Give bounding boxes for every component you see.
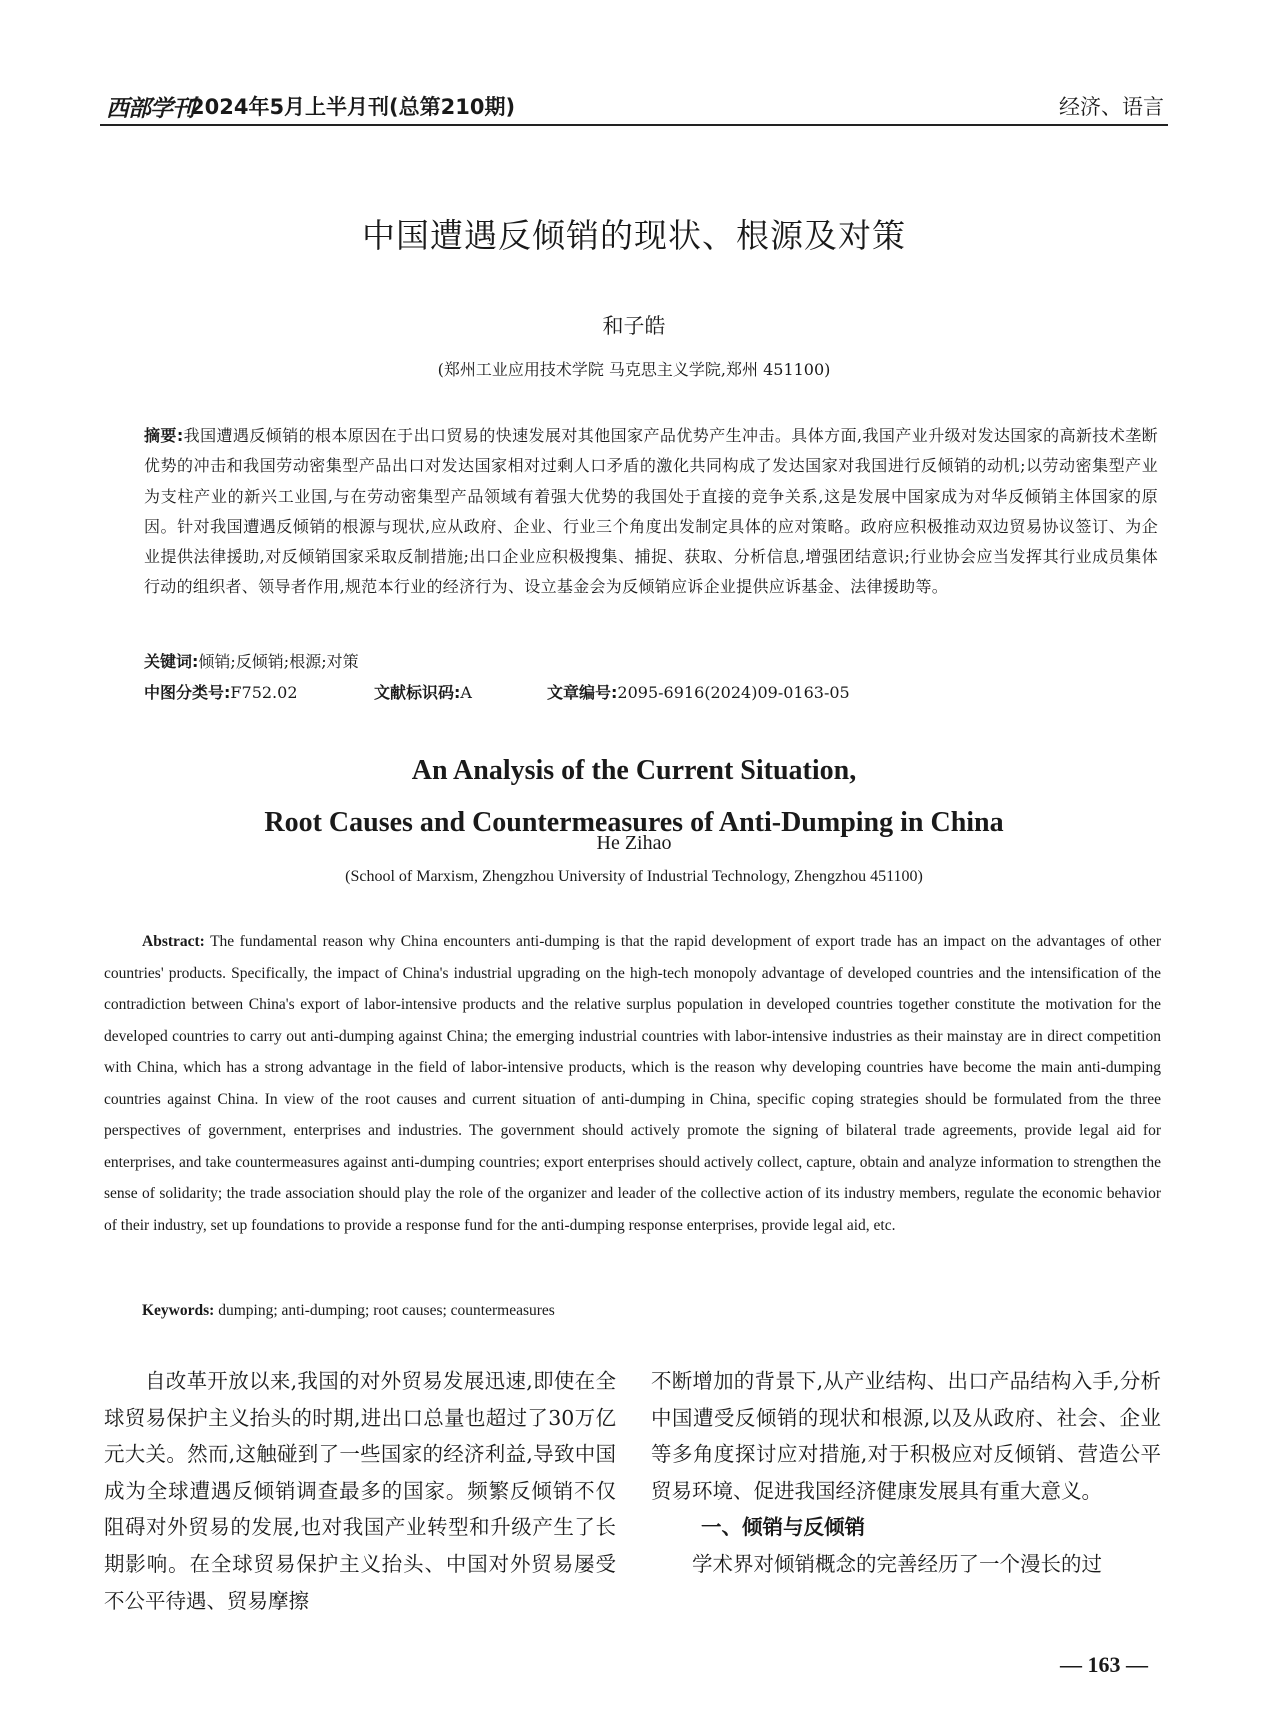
english-keywords — [142, 1302, 555, 1320]
english-title-line-2: Root Causes and Countermeasures of Anti-Dumping in China — [264, 807, 1004, 838]
english-title-line-1: An Analysis of the Current Situation, — [411, 755, 857, 786]
chinese-keywords — [144, 649, 359, 672]
english-affiliation: (School of Marxism, Zhengzhou University of Industrial Technology, Zhengzhou 451100) — [345, 868, 923, 885]
english-abstract-label: Abstract: — [142, 933, 205, 950]
document-code — [374, 680, 472, 703]
body-right-column — [651, 1363, 1161, 1583]
article-number — [547, 680, 850, 703]
article-number-label: 文章编号: — [547, 683, 618, 702]
english-abstract-text: The fundamental reason why China encounters anti-dumping is that the rapid development of export trade has an impact on the advantages of other countries' products. Specifically, the impact of China's industrial upgrading on the high-tech monopoly advantage of developed countries and the intensification of the contradiction between China's export of labor-intensive products and the relative surplus population in developed countries together constitute the motivation for the developed countries to carry out anti-dumping against China; the emerging industrial countries with labor-intensive industries as their mainstay are in direct competition with China, which has a strong advantage in the field of labor-intensive products, which is the reason why developing countries have become the main anti-dumping countries against China. In view of the root causes and current situation of anti-dumping in China, specific coping strategies should be formulated from the three perspectives of government, enterprises and industries. The government should actively promote the signing of bilateral trade agreements, provide legal aid for enterprises, and take countermeasures against anti-dumping countries; export enterprises should actively collect, capture, obtain and analyze information to strengthen the sense of solidarity; the trade association should play the role of the organizer and leader of the collective action of its industry members, regulate the economic behavior of their industry, set up foundations to provide a response fund for the anti-dumping response enterprises, provide legal aid, etc. — [104, 933, 1161, 1234]
clc-number — [144, 680, 298, 703]
section-heading: 一、倾销与反倾销 — [701, 1515, 865, 1540]
english-keywords-label: Keywords: — [142, 1302, 215, 1319]
page-number: — 163 — — [1060, 1652, 1148, 1677]
chinese-keywords-label: 关键词: — [144, 652, 199, 671]
running-header — [100, 88, 1168, 126]
chinese-abstract-label: 摘要: — [144, 426, 184, 445]
chinese-abstract — [144, 421, 1158, 603]
section-name: 经济、语言 — [1059, 95, 1164, 119]
document-code-value: A — [460, 683, 472, 702]
english-keywords-text: dumping; anti-dumping; root causes; countermeasures — [218, 1302, 555, 1319]
document-code-label: 文献标识码: — [374, 683, 461, 702]
chinese-abstract-text: 我国遭遇反倾销的根本原因在于出口贸易的快速发展对其他国家产品优势产生冲击。具体方面,我国产业升级对发达国家的高新技术垄断优势的冲击和我国劳动密集型产品出口对发达国家相对过剩人口矛盾的激化共同构成了发达国家对我国进行反倾销的动机;以劳动密集型产业为支柱产业的新兴工业国,与在劳动密集型产品领域有着强大优势的我国处于直接的竞争关系,这是发展中国家成为对华反倾销主体国家的原因。针对我国遭遇反倾销的根源与现状,应从政府、企业、行业三个角度出发制定具体的应对策略。政府应积极推动双边贸易协议签订、为企业提供法律援助,对反倾销国家采取反制措施;出口企业应积极搜集、捕捉、获取、分析信息,增强团结意识;行业协会应当发挥其行业成员集体行动的组织者、领导者作用,规范本行业的经济行为、设立基金会为反倾销应诉企业提供应诉基金、法律援助等。 — [144, 426, 1158, 597]
clc-value: F752.02 — [230, 683, 298, 702]
section-paragraph: 学术界对倾销概念的完善经历了一个漫长的过 — [692, 1551, 1102, 1576]
journal-issue: 2024年5月上半月刊(总第210期) — [190, 95, 516, 119]
intro-paragraph-continued: 不断增加的背景下,从产业结构、出口产品结构入手,分析中国遭受反倾销的现状和根源,以及从政府、社会、企业等多角度探讨应对措施,对于积极应对反倾销、营造公平贸易环境、促进我国经济健康发展具有重大意义。 — [651, 1369, 1161, 1503]
english-abstract — [104, 926, 1161, 1241]
english-author: He Zihao — [596, 832, 672, 854]
intro-paragraph: 自改革开放以来,我国的对外贸易发展迅速,即使在全球贸易保护主义抬头的时期,进出口总量也超过了30万亿元大关。然而,这触碰到了一些国家的经济利益,导致中国成为全球遭遇反倾销调查最多的国家。频繁反倾销不仅阻碍对外贸易的发展,也对我国产业转型和升级产生了长期影响。在全球贸易保护主义抬头、中国对外贸易屡受不公平待遇、贸易摩擦 — [104, 1369, 616, 1613]
clc-label: 中图分类号: — [144, 683, 231, 702]
chinese-keywords-text: 倾销;反倾销;根源;对策 — [198, 652, 359, 671]
chinese-affiliation: (郑州工业应用技术学院 马克思主义学院,郑州 451100) — [437, 360, 831, 379]
chinese-author: 和子皓 — [602, 314, 666, 338]
journal-logo: 西部学刊 — [106, 95, 194, 122]
body-left-column — [104, 1363, 616, 1619]
chinese-title: 中国遭遇反倾销的现状、根源及对策 — [362, 216, 906, 255]
article-number-value: 2095-6916(2024)09-0163-05 — [617, 683, 850, 702]
